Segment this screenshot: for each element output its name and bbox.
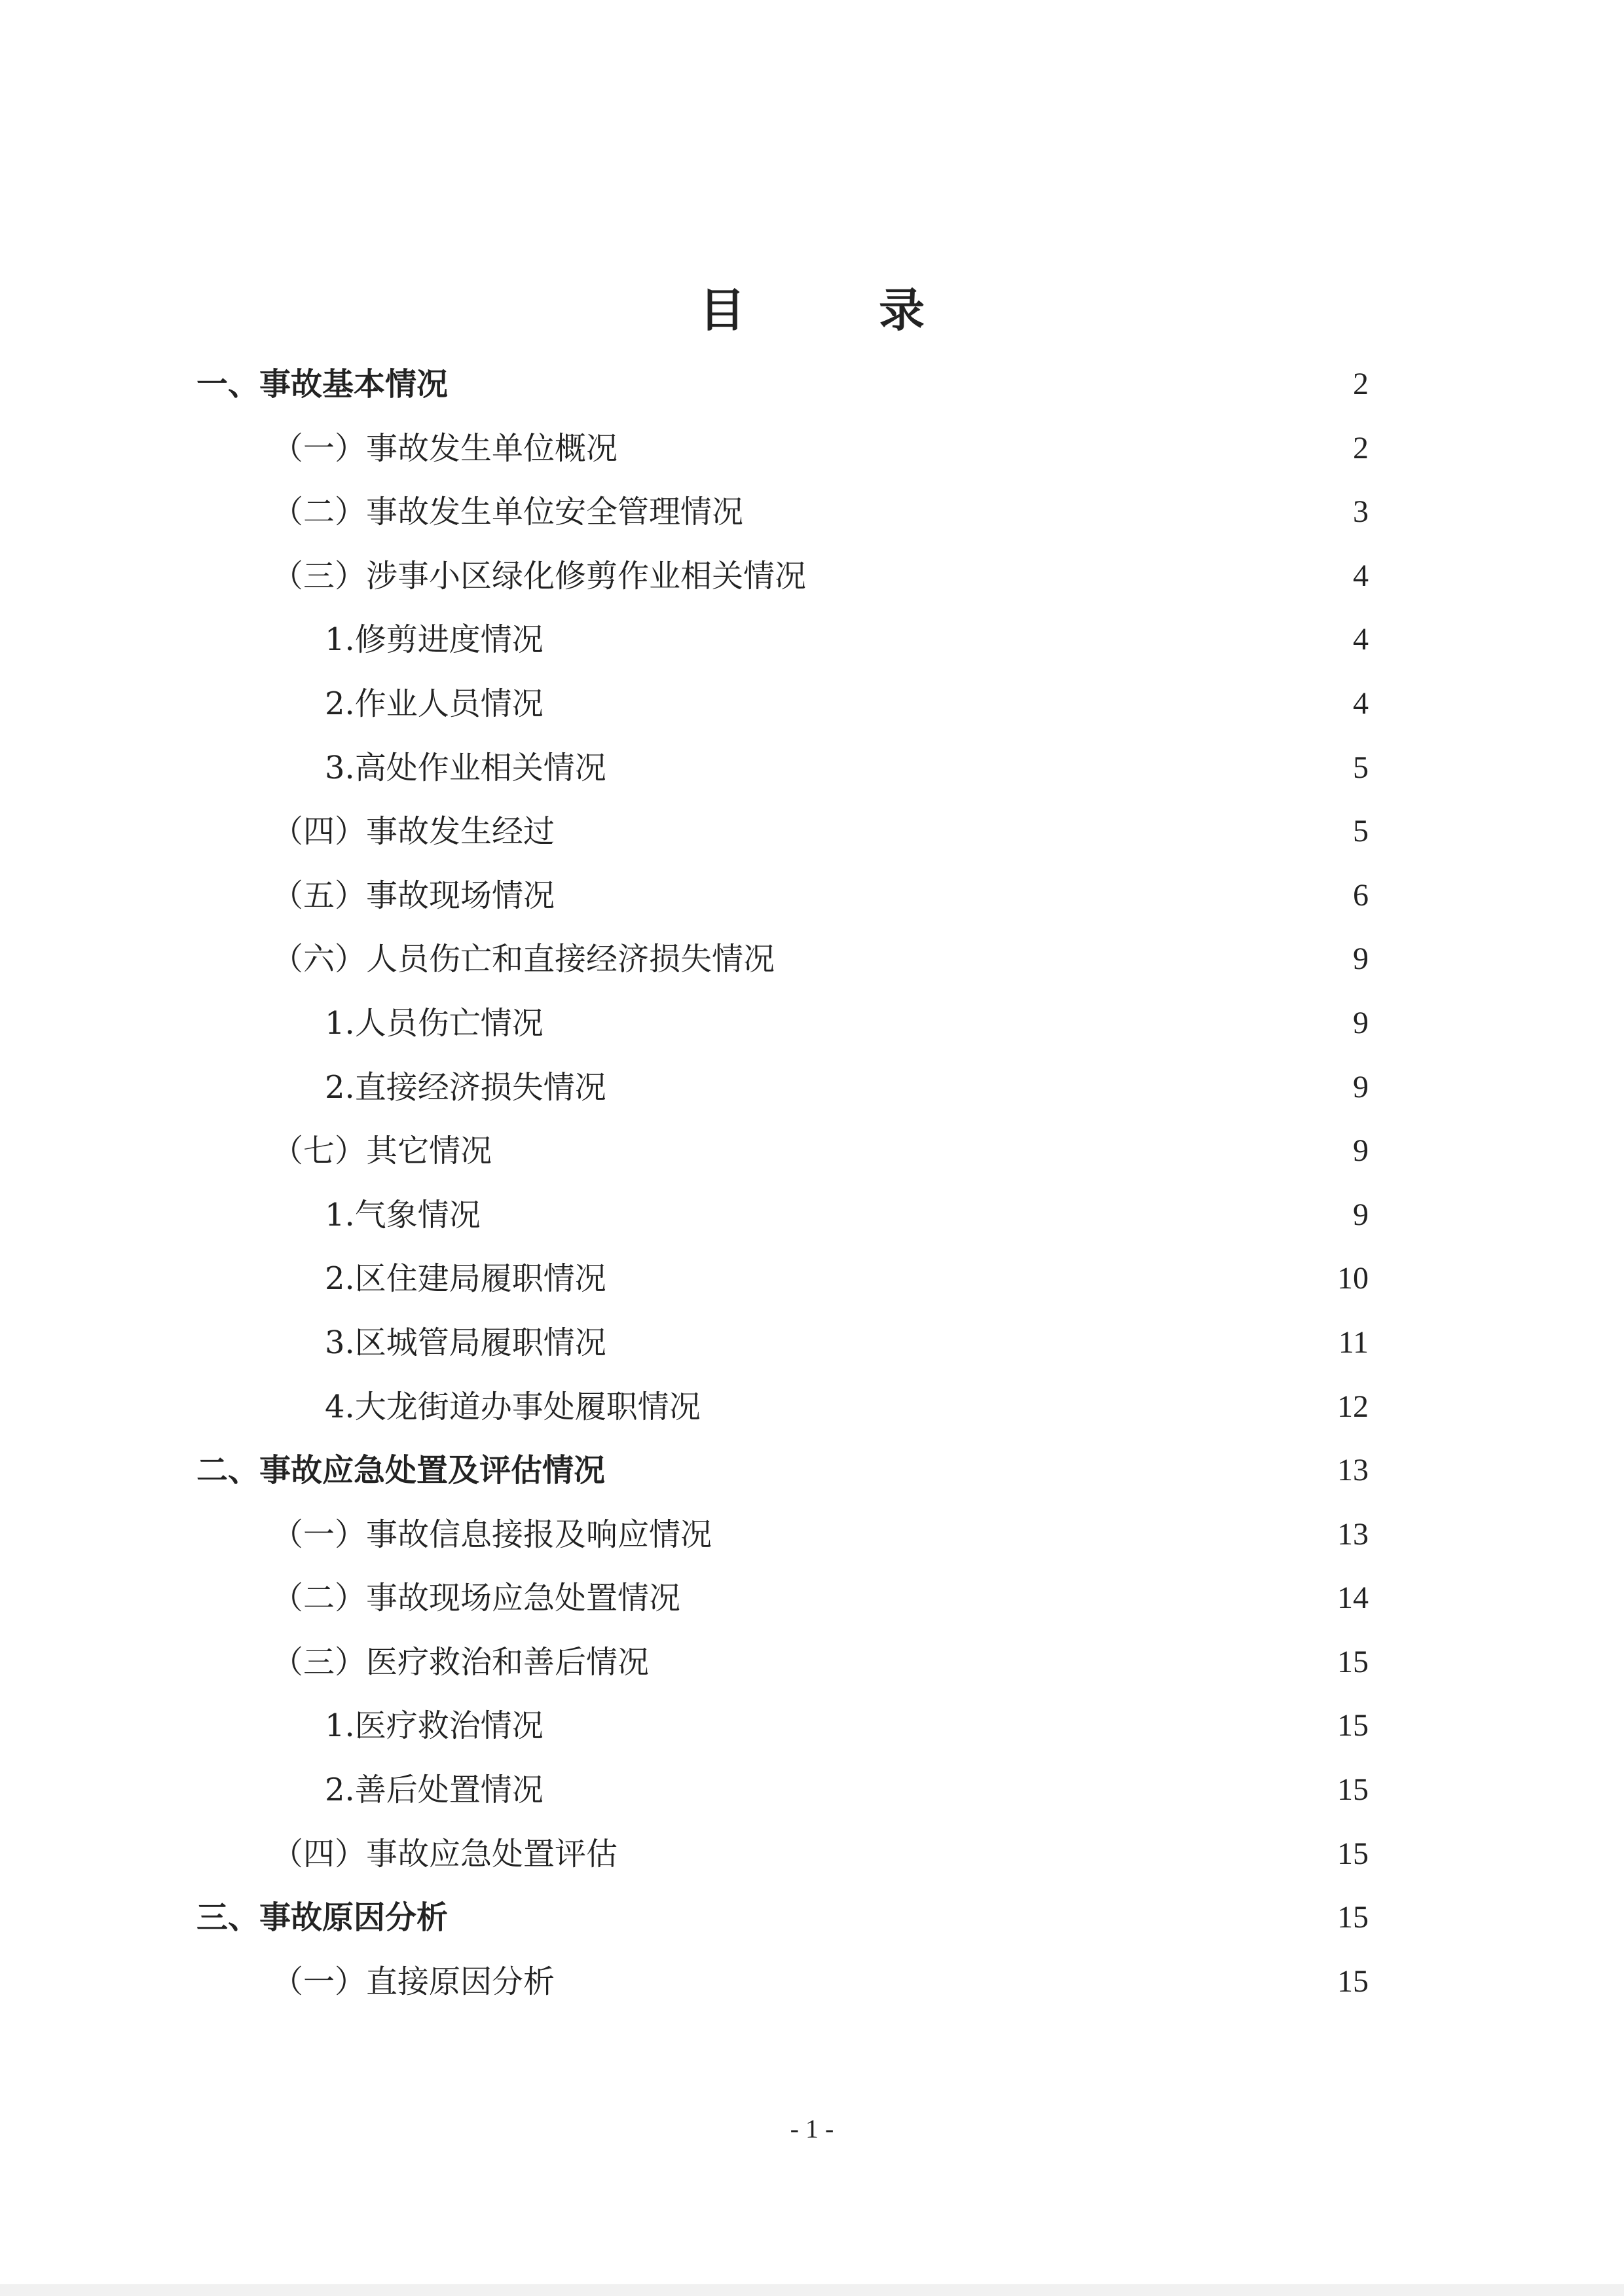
toc-entry-page: 4 xyxy=(1353,622,1369,657)
toc-entry-page: 13 xyxy=(1337,1453,1369,1488)
toc-entry-label: 2.善后处置情况 xyxy=(325,1772,544,1809)
toc-entry-label: （二）事故发生单位安全管理情况 xyxy=(272,494,744,531)
toc-entry[interactable] xyxy=(196,1831,1369,1895)
toc-entry-page: 5 xyxy=(1353,750,1369,785)
toc-entry-page: 2 xyxy=(1353,367,1369,401)
toc-entry[interactable] xyxy=(196,616,1369,680)
toc-entry[interactable] xyxy=(196,808,1369,872)
toc-entry-label: 1.修剪进度情况 xyxy=(325,621,544,659)
toc-entry[interactable] xyxy=(196,1575,1369,1639)
toc-entry-label: （五）事故现场情况 xyxy=(272,877,555,914)
toc-entry-label: （六）人员伤亡和直接经济损失情况 xyxy=(272,941,775,978)
toc-entry-page: 11 xyxy=(1338,1324,1369,1360)
toc-entry[interactable] xyxy=(196,936,1369,1000)
toc-entry-label: 2.直接经济损失情况 xyxy=(325,1068,606,1106)
toc-entry-page: 15 xyxy=(1337,1644,1369,1679)
toc-entry[interactable] xyxy=(196,1511,1369,1575)
toc-entry-label: 4.大龙街道办事处履职情况 xyxy=(325,1388,701,1425)
toc-entry-label: （三）医疗救治和善后情况 xyxy=(272,1643,650,1681)
toc-entry-label: 3.区城管局履职情况 xyxy=(325,1324,606,1361)
toc-entry[interactable] xyxy=(196,425,1369,489)
toc-entry-page: 4 xyxy=(1353,558,1369,593)
toc-entry-page: 12 xyxy=(1337,1389,1369,1424)
toc-entry-label: 3.高处作业相关情况 xyxy=(325,749,606,786)
toc-entry[interactable] xyxy=(196,1383,1369,1448)
toc-entry-label: （三）涉事小区绿化修剪作业相关情况 xyxy=(272,557,807,594)
toc-entry-label: 一、事故基本情况 xyxy=(196,366,449,403)
toc-entry[interactable] xyxy=(196,553,1369,617)
toc-entry[interactable] xyxy=(196,872,1369,936)
toc-entry[interactable] xyxy=(196,1894,1369,1958)
toc-entry-page: 13 xyxy=(1337,1516,1369,1552)
toc-entry-page: 3 xyxy=(1353,494,1369,530)
toc-entry-page: 6 xyxy=(1353,877,1369,913)
toc-entry-page: 4 xyxy=(1353,685,1369,721)
toc-entry-page: 15 xyxy=(1337,1963,1369,1999)
toc-entry-page: 9 xyxy=(1353,1005,1369,1040)
toc-entry-label: 三、事故原因分析 xyxy=(196,1899,449,1937)
toc-entry-page: 10 xyxy=(1337,1261,1369,1296)
toc-entry-label: （四）事故发生经过 xyxy=(272,813,555,850)
toc-entry-label: 1.医疗救治情况 xyxy=(325,1707,544,1745)
toc-entry-label: （七）其它情况 xyxy=(272,1133,492,1170)
toc-entry[interactable] xyxy=(196,680,1369,744)
toc-entry-label: （四）事故应急处置评估 xyxy=(272,1835,618,1872)
toc-entry-page: 9 xyxy=(1353,941,1369,977)
toc-entry-page: 9 xyxy=(1353,1069,1369,1104)
toc-entry[interactable] xyxy=(196,1000,1369,1064)
toc-entry[interactable] xyxy=(196,1958,1369,2022)
toc-entry-label: （一）直接原因分析 xyxy=(272,1963,555,2000)
toc-entry[interactable] xyxy=(196,744,1369,809)
toc-entry[interactable] xyxy=(196,1255,1369,1319)
toc-entry[interactable] xyxy=(196,1702,1369,1766)
toc-entry-page: 15 xyxy=(1337,1900,1369,1935)
toc-entry-label: 二、事故应急处置及评估情况 xyxy=(196,1452,606,1489)
toc-entry[interactable] xyxy=(196,1639,1369,1703)
toc-entry[interactable] xyxy=(196,1127,1369,1192)
toc-entry[interactable] xyxy=(196,1447,1369,1511)
toc-entry[interactable] xyxy=(196,1064,1369,1128)
toc-entry[interactable] xyxy=(196,1766,1369,1831)
toc-entry[interactable] xyxy=(196,488,1369,553)
page-number: - 1 - xyxy=(790,2114,834,2143)
toc-entry-label: 1.人员伤亡情况 xyxy=(325,1004,544,1042)
toc-entry-page: 15 xyxy=(1337,1836,1369,1871)
toc-entry-page: 5 xyxy=(1353,814,1369,849)
toc-entry-page: 15 xyxy=(1337,1772,1369,1808)
toc-entry-page: 14 xyxy=(1337,1580,1369,1616)
toc-entry-page: 9 xyxy=(1353,1133,1369,1169)
toc-entry-page: 15 xyxy=(1337,1708,1369,1743)
toc-entry[interactable] xyxy=(196,361,1369,425)
toc-entry-label: 1.气象情况 xyxy=(325,1196,481,1233)
toc-entry-label: 2.作业人员情况 xyxy=(325,685,544,722)
toc-entry-label: （二）事故现场应急处置情况 xyxy=(272,1580,681,1617)
toc-entry-page: 9 xyxy=(1353,1197,1369,1232)
table-of-contents xyxy=(196,361,1369,2022)
toc-entry-label: 2.区住建局履职情况 xyxy=(325,1260,606,1298)
page-title: 目 录 xyxy=(699,283,984,337)
toc-entry[interactable] xyxy=(196,1192,1369,1256)
toc-entry-page: 2 xyxy=(1353,430,1369,465)
scan-edge xyxy=(0,2284,1624,2296)
toc-entry-label: （一）事故发生单位概况 xyxy=(272,429,618,467)
toc-entry[interactable] xyxy=(196,1319,1369,1383)
toc-entry-label: （一）事故信息接报及响应情况 xyxy=(272,1516,712,1553)
